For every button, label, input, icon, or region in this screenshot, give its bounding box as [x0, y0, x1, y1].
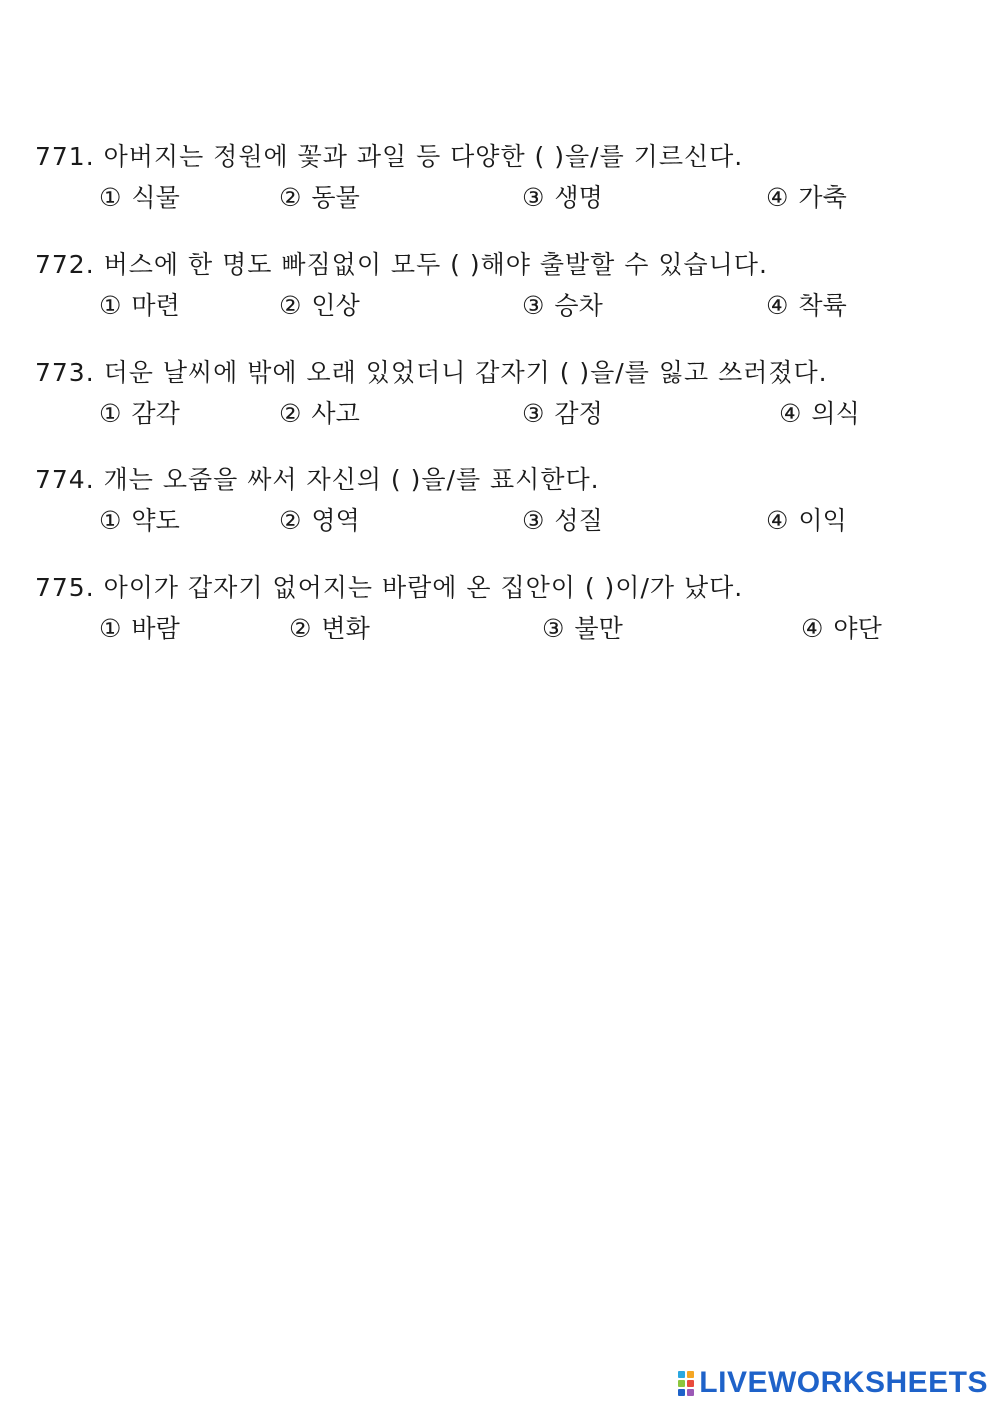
choice-4[interactable] — [766, 288, 847, 324]
choice-number: ③ — [522, 291, 545, 320]
choice-number: ① — [99, 399, 122, 428]
choice-row — [35, 288, 965, 324]
liveworksheets-logo-icon — [678, 1371, 694, 1396]
choice-number: ① — [99, 183, 122, 212]
choice-text: 생명 — [554, 183, 603, 212]
choice-1[interactable] — [99, 180, 180, 216]
choice-3[interactable] — [522, 288, 603, 324]
choice-4[interactable] — [766, 503, 847, 539]
choice-2[interactable] — [279, 288, 360, 324]
choice-number: ② — [289, 614, 312, 643]
choice-2[interactable] — [289, 611, 370, 647]
question-text: 아버지는 정원에 꽃과 과일 등 다양한 ( )을/를 기르신다. — [103, 142, 744, 171]
choice-text: 약도 — [131, 506, 180, 535]
choice-text: 불만 — [574, 614, 623, 643]
choice-text: 승차 — [554, 291, 603, 320]
choice-text: 야단 — [833, 614, 882, 643]
choice-number: ③ — [522, 183, 545, 212]
logo-mark-square — [678, 1380, 685, 1387]
choice-number: ② — [279, 399, 302, 428]
choice-text: 감각 — [131, 399, 180, 428]
choice-4[interactable] — [766, 180, 847, 216]
choice-text: 감정 — [554, 399, 603, 428]
choice-1[interactable] — [99, 396, 180, 432]
choice-row — [35, 396, 965, 432]
choice-2[interactable] — [279, 180, 360, 216]
logo-mark-square — [687, 1389, 694, 1396]
choice-1[interactable] — [99, 503, 180, 539]
choice-number: ③ — [542, 614, 565, 643]
choice-number: ② — [279, 291, 302, 320]
choice-3[interactable] — [522, 503, 603, 539]
choice-text: 동물 — [311, 183, 360, 212]
choice-number: ① — [99, 291, 122, 320]
question-stem — [35, 248, 965, 282]
choice-row — [35, 503, 965, 539]
question-773 — [35, 356, 965, 432]
choice-1[interactable] — [99, 288, 180, 324]
question-text: 개는 오줌을 싸서 자신의 ( )을/를 표시한다. — [103, 465, 600, 494]
question-stem — [35, 571, 965, 605]
choice-number: ④ — [766, 291, 789, 320]
choice-text: 바람 — [131, 614, 180, 643]
choice-number: ④ — [801, 614, 824, 643]
question-stem — [35, 140, 965, 174]
question-text: 더운 날씨에 밖에 오래 있었더니 갑자기 ( )을/를 잃고 쓰러졌다. — [103, 358, 828, 387]
choice-1[interactable] — [99, 611, 180, 647]
choice-number: ③ — [522, 506, 545, 535]
choice-text: 변화 — [321, 614, 370, 643]
choice-4[interactable] — [801, 611, 882, 647]
question-775 — [35, 571, 965, 647]
question-number: 772. — [35, 250, 95, 279]
choice-number: ③ — [522, 399, 545, 428]
choice-number: ① — [99, 614, 122, 643]
choice-3[interactable] — [522, 396, 603, 432]
choice-text: 성질 — [554, 506, 603, 535]
choice-row — [35, 611, 965, 647]
choice-text: 식물 — [131, 183, 180, 212]
choice-number: ④ — [779, 399, 802, 428]
question-771 — [35, 140, 965, 216]
question-number: 773. — [35, 358, 95, 387]
choice-number: ① — [99, 506, 122, 535]
choice-number: ④ — [766, 506, 789, 535]
logo-mark-square — [687, 1371, 694, 1378]
question-number: 774. — [35, 465, 95, 494]
choice-text: 가축 — [798, 183, 847, 212]
question-774 — [35, 463, 965, 539]
logo-mark-square — [678, 1389, 685, 1396]
choice-number: ② — [279, 183, 302, 212]
logo-text: LIVEWORKSHEETS — [699, 1366, 988, 1399]
choice-text: 영역 — [311, 506, 360, 535]
question-text: 아이가 갑자기 없어지는 바람에 온 집안이 ( )이/가 났다. — [103, 573, 744, 602]
choice-number: ② — [279, 506, 302, 535]
choice-text: 마련 — [131, 291, 180, 320]
question-stem — [35, 356, 965, 390]
choice-text: 인상 — [311, 291, 360, 320]
logo-mark-square — [687, 1380, 694, 1387]
choice-text: 착륙 — [798, 291, 847, 320]
choice-3[interactable] — [522, 180, 603, 216]
choice-row — [35, 180, 965, 216]
choice-number: ④ — [766, 183, 789, 212]
choice-3[interactable] — [542, 611, 623, 647]
logo-mark-square — [678, 1371, 685, 1378]
choice-text: 이익 — [798, 506, 847, 535]
choice-text: 사고 — [311, 399, 360, 428]
question-text: 버스에 한 명도 빠짐없이 모두 ( )해야 출발할 수 있습니다. — [103, 250, 768, 279]
choice-2[interactable] — [279, 396, 360, 432]
liveworksheets-logo — [678, 1366, 988, 1400]
question-number: 771. — [35, 142, 95, 171]
choice-text: 의식 — [811, 399, 860, 428]
question-772 — [35, 248, 965, 324]
question-stem — [35, 463, 965, 497]
choice-2[interactable] — [279, 503, 360, 539]
question-number: 775. — [35, 573, 95, 602]
choice-4[interactable] — [779, 396, 860, 432]
